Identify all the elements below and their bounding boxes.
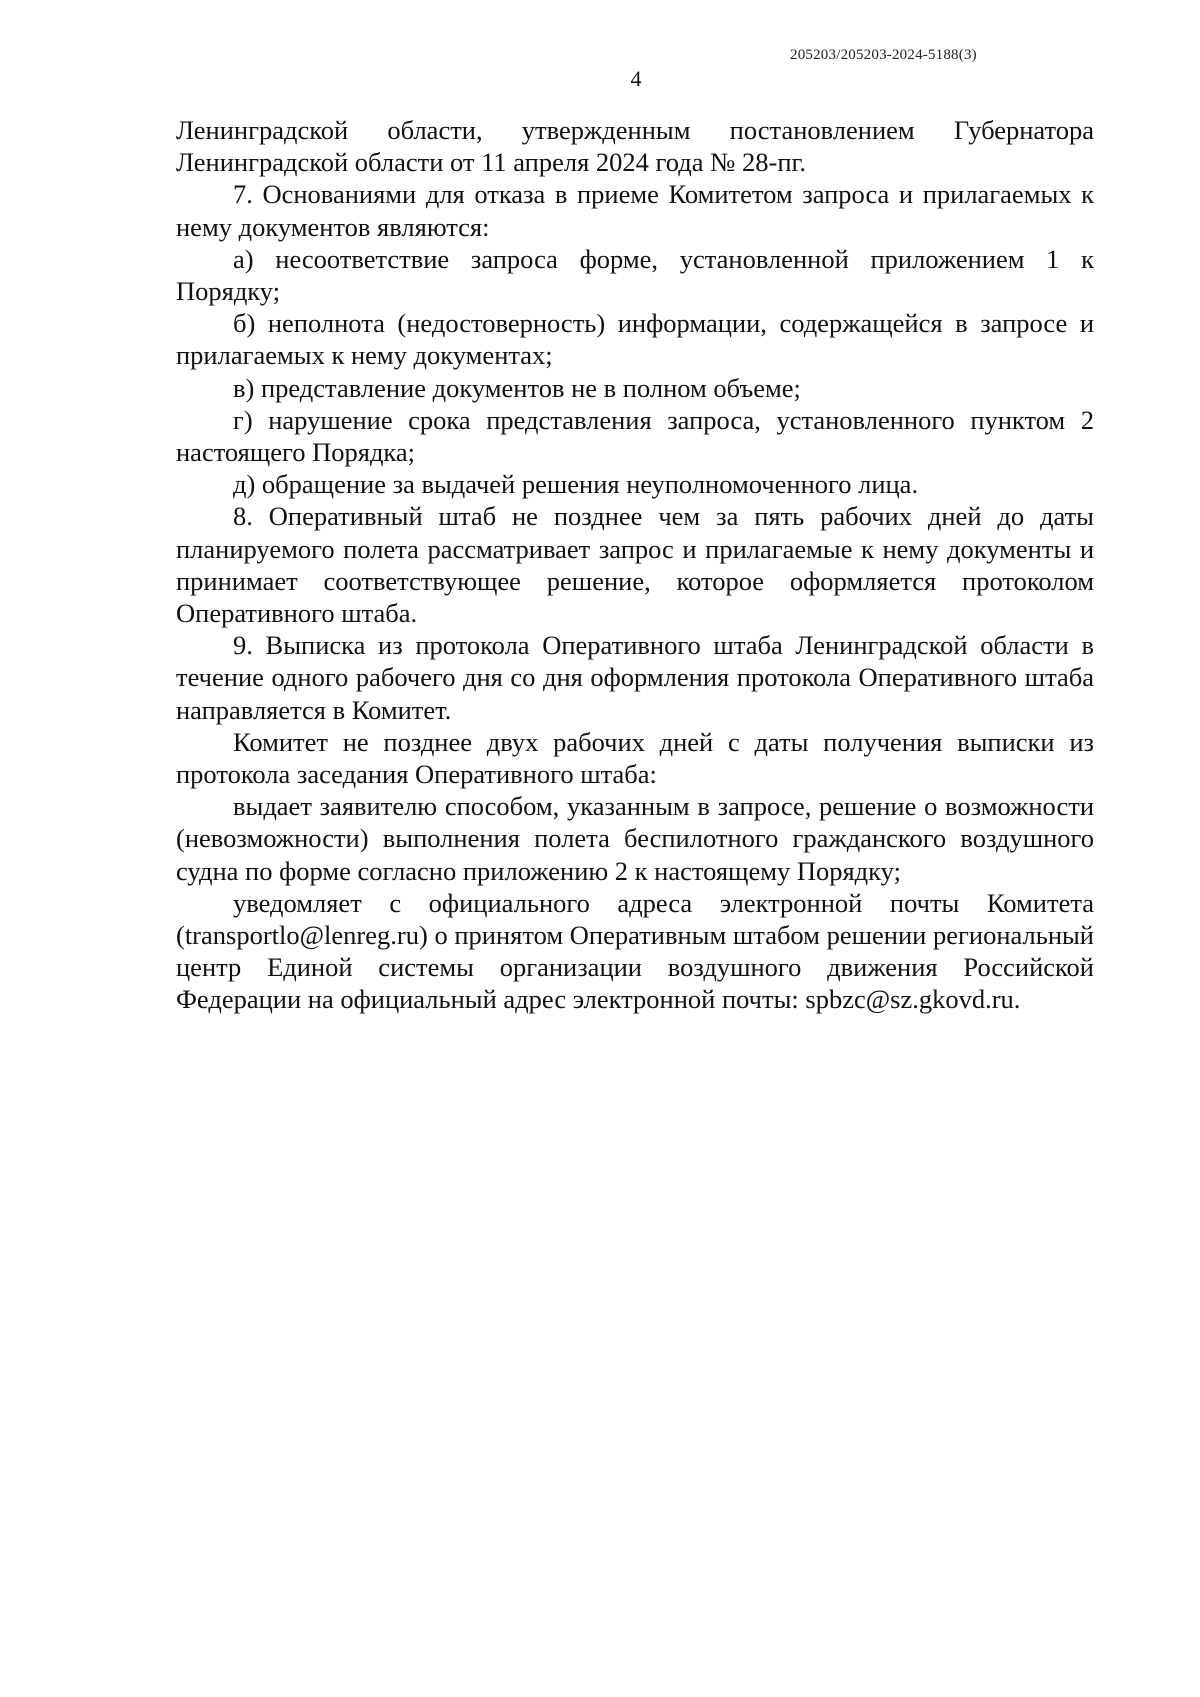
- document-id: 205203/205203-2024-5188(3): [790, 47, 977, 63]
- paragraph-subitem-v: в) представление документов не в полном объеме;: [233, 372, 801, 403]
- paragraph-subitem-b: б) неполнота (недостоверность) информации, содержащейся в запросе и прилагаемых к нему документах;: [176, 308, 1094, 371]
- paragraph-issues-decision: выдает заявителю способом, указанным в запросе, решение о возможности (невозможности) выполнения полета беспилотного гражданского воздушного судна по форме согласно приложению 2 к настоящему Порядку;: [176, 791, 1094, 886]
- paragraph-notifies: уведомляет с официального адреса электронной почты Комитета (transportlo@lenreg.ru) о принятом Оперативным штабом решении региональный центр Единой системы организации воздушного движения Российской Федерации на официальный адрес электронной почты: spbzc@sz.gkovd.ru.: [176, 887, 1094, 1015]
- paragraph-subitem-a: а) несоответствие запроса форме, установленной приложением 1 к Порядку;: [176, 243, 1094, 307]
- paragraph-item-7: 7. Основаниями для отказа в приеме Комитетом запроса и прилагаемых к нему документов являются:: [176, 179, 1094, 242]
- document-body: [176, 114, 1094, 1016]
- paragraph-subitem-g: г) нарушение срока представления запроса, установленного пунктом 2 настоящего Порядка;: [176, 404, 1094, 468]
- page-number: 4: [630, 66, 642, 91]
- paragraph-subitem-d: д) обращение за выдачей решения неуполномоченного лица.: [233, 469, 919, 500]
- paragraph-item-9: 9. Выписка из протокола Оперативного штаба Ленинградской области в течение одного рабочего дня со дня оформления протокола Оперативного штаба направляется в Комитет.: [176, 630, 1094, 725]
- paragraph-committee-actions: Комитет не позднее двух рабочих дней с даты получения выписки из протокола заседания Оперативного штаба:: [176, 726, 1094, 790]
- paragraph: Ленинградской области, утвержденным постановлением Губернатора Ленинградской области от 11 апреля 2024 года № 28-пг.: [176, 115, 1094, 178]
- paragraph-item-8: 8. Оперативный штаб не позднее чем за пять рабочих дней до даты планируемого полета рассматривает запрос и прилагаемые к нему документы и принимает соответствующее решение, которое оформляется протоколом Оперативного штаба.: [176, 501, 1094, 629]
